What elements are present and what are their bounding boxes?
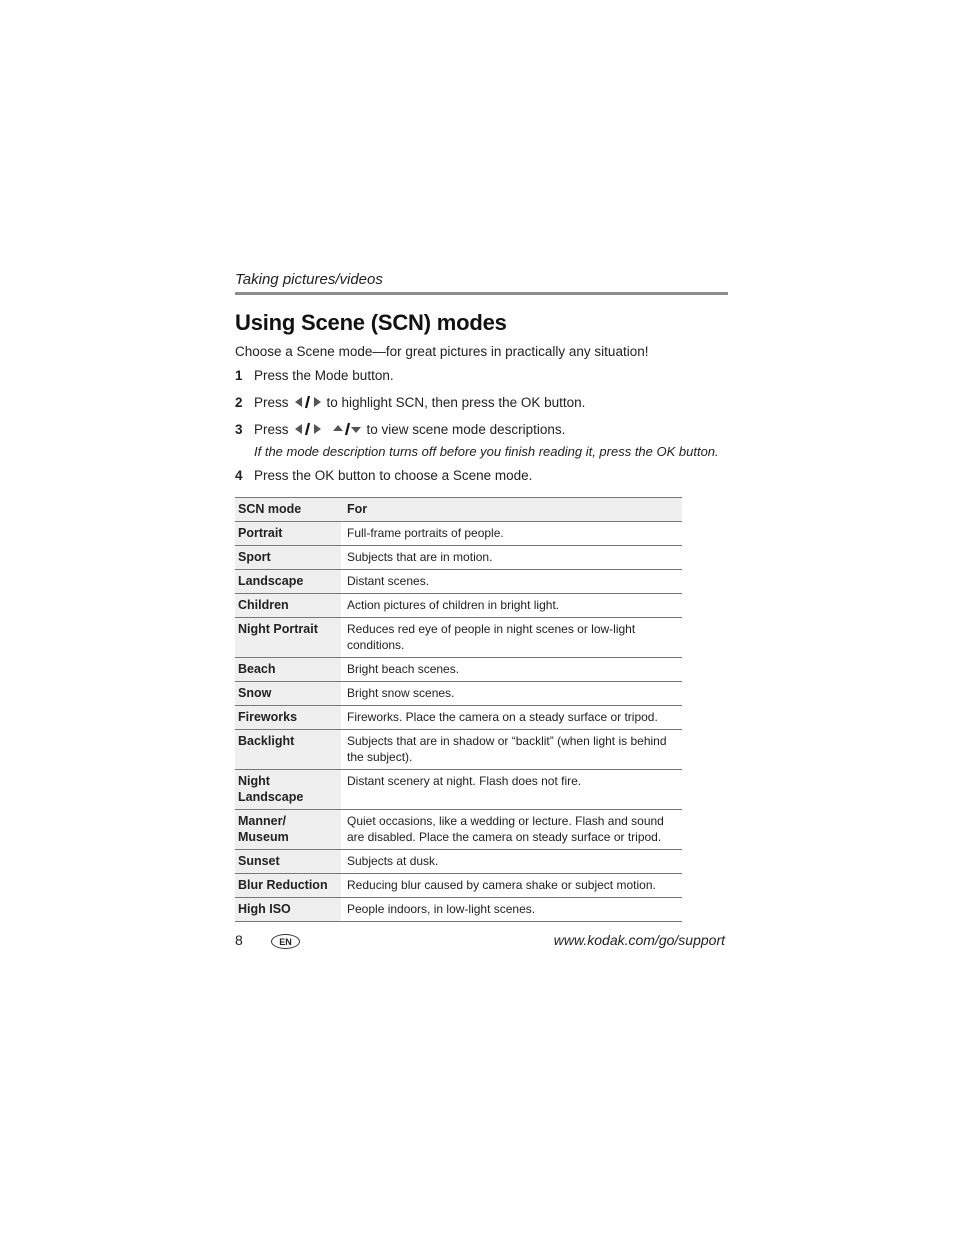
step-text-pre: Press — [254, 421, 289, 437]
mode-name: High ISO — [235, 898, 341, 922]
step-text-post: to view scene mode descriptions. — [366, 421, 566, 437]
left-right-arrow-icon — [294, 421, 322, 437]
table-row — [235, 770, 682, 810]
mode-description: Reduces red eye of people in night scenes or low-light conditions. — [341, 618, 682, 658]
mode-name: Beach — [235, 658, 341, 682]
mode-name: Night Portrait — [235, 618, 341, 658]
step-1 — [235, 368, 394, 383]
table-row — [235, 706, 682, 730]
table-row — [235, 594, 682, 618]
page-title: Using Scene (SCN) modes — [235, 310, 507, 335]
step-number: 1 — [235, 368, 243, 383]
mode-description: Subjects that are in shadow or “backlit” (when light is behind the subject). — [341, 730, 682, 770]
mode-description: People indoors, in low-light scenes. — [341, 898, 682, 922]
mode-name: Blur Reduction — [235, 874, 341, 898]
running-header: Taking pictures/videos — [235, 271, 383, 288]
step-text: Press the Mode button. — [254, 368, 394, 383]
step-3-note: If the mode description turns off before you finish reading it, press the OK button. — [254, 444, 719, 459]
table-header-row — [235, 498, 682, 522]
mode-description: Action pictures of children in bright light. — [341, 594, 682, 618]
column-header-for: For — [341, 498, 682, 522]
mode-name: Night Landscape — [235, 770, 341, 810]
header-rule — [235, 292, 728, 295]
mode-description: Subjects at dusk. — [341, 850, 682, 874]
step-number: 4 — [235, 468, 243, 483]
mode-name: Manner/ Museum — [235, 810, 341, 850]
step-number: 2 — [235, 394, 243, 410]
mode-name: Backlight — [235, 730, 341, 770]
column-header-mode: SCN mode — [235, 498, 341, 522]
mode-name: Portrait — [235, 522, 341, 546]
table-row — [235, 874, 682, 898]
step-text: Press the OK button to choose a Scene mode. — [254, 468, 533, 483]
page-number: 8 — [235, 932, 243, 948]
mode-description: Distant scenes. — [341, 570, 682, 594]
step-number: 3 — [235, 421, 243, 437]
mode-name: Children — [235, 594, 341, 618]
mode-description: Reducing blur caused by camera shake or subject motion. — [341, 874, 682, 898]
mode-name: Landscape — [235, 570, 341, 594]
language-badge-icon: EN — [271, 934, 300, 949]
mode-name: Fireworks — [235, 706, 341, 730]
step-text-post: to highlight SCN, then press the OK button. — [326, 394, 586, 410]
table-row — [235, 850, 682, 874]
mode-description: Bright beach scenes. — [341, 658, 682, 682]
mode-description: Subjects that are in motion. — [341, 546, 682, 570]
left-right-arrow-icon — [294, 394, 322, 410]
step-3 — [235, 421, 565, 437]
step-4 — [235, 468, 532, 483]
table-row — [235, 618, 682, 658]
scene-mode-table — [235, 497, 682, 922]
mode-name: Sunset — [235, 850, 341, 874]
up-down-arrow-icon — [332, 421, 362, 437]
table-row — [235, 730, 682, 770]
table-row — [235, 810, 682, 850]
step-text-pre: Press — [254, 394, 289, 410]
intro-text: Choose a Scene mode—for great pictures in practically any situation! — [235, 344, 649, 359]
mode-name: Sport — [235, 546, 341, 570]
mode-description: Bright snow scenes. — [341, 682, 682, 706]
table-row — [235, 546, 682, 570]
table-row — [235, 522, 682, 546]
mode-name: Snow — [235, 682, 341, 706]
table-row — [235, 658, 682, 682]
table-row — [235, 682, 682, 706]
support-url[interactable]: www.kodak.com/go/support — [553, 932, 725, 948]
mode-description: Full-frame portraits of people. — [341, 522, 682, 546]
mode-description: Fireworks. Place the camera on a steady surface or tripod. — [341, 706, 682, 730]
mode-description: Quiet occasions, like a wedding or lecture. Flash and sound are disabled. Place the camera on steady surface or tripod. — [341, 810, 682, 850]
table-row — [235, 570, 682, 594]
table-row — [235, 898, 682, 922]
step-2 — [235, 394, 585, 410]
mode-description: Distant scenery at night. Flash does not fire. — [341, 770, 682, 810]
